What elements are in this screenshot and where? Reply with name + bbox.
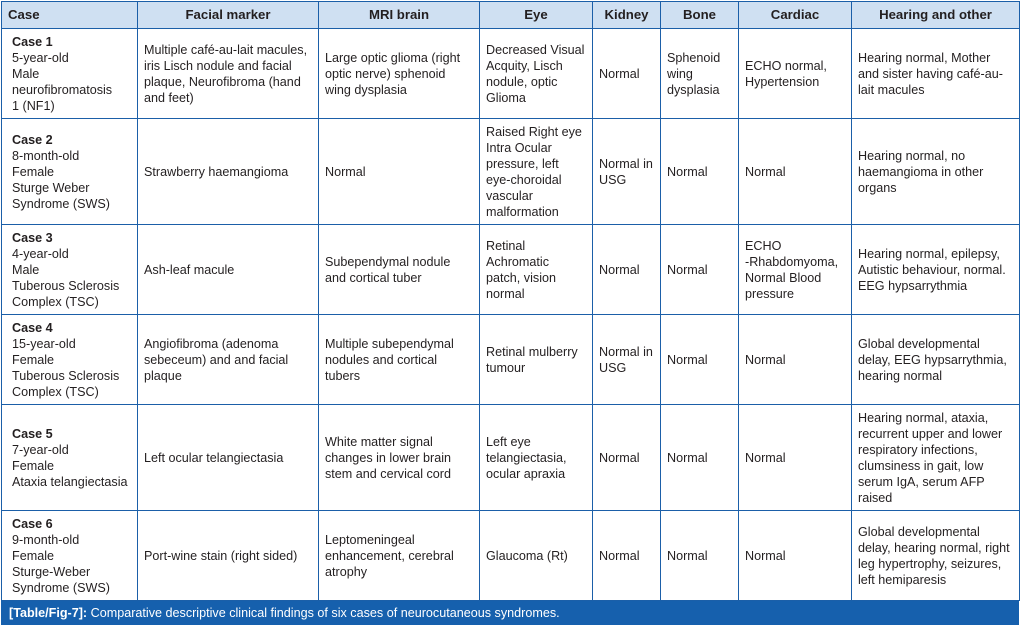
eye-cell: Left eye telangiectasia, ocular apraxia: [480, 405, 593, 511]
bone-cell: Normal: [661, 315, 739, 405]
column-header-bone: Bone: [661, 2, 739, 29]
column-header-hearing-and-other: Hearing and other: [852, 2, 1020, 29]
kidney-cell: Normal in USG: [593, 315, 661, 405]
caption-label: [Table/Fig-7]:: [9, 606, 88, 620]
kidney-cell: Normal: [593, 225, 661, 315]
case-title: Case 5: [12, 426, 53, 441]
case-details: 8-month-old Female Sturge Weber Syndrome (SWS): [12, 148, 110, 211]
kidney-cell: Normal: [593, 405, 661, 511]
facial-marker-cell: Port-wine stain (right sided): [138, 511, 319, 601]
cardiac-cell: Normal: [739, 119, 852, 225]
mri-brain-cell: Subependymal nodule and cortical tuber: [319, 225, 480, 315]
bone-cell: Normal: [661, 225, 739, 315]
facial-marker-cell: Multiple café-au-lait macules, iris Lisch nodule and facial plaque, Neurofibroma (hand and feet): [138, 29, 319, 119]
table-row: [2, 405, 1020, 511]
hearing-other-cell: Hearing normal, epilepsy, Autistic behaviour, normal. EEG hypsarrythmia: [852, 225, 1020, 315]
mri-brain-cell: Leptomeningeal enhancement, cerebral atrophy: [319, 511, 480, 601]
caption-text: Comparative descriptive clinical findings of six cases of neurocutaneous syndromes.: [87, 606, 560, 620]
case-cell: [2, 29, 138, 119]
cardiac-cell: Normal: [739, 405, 852, 511]
table-row: [2, 119, 1020, 225]
facial-marker-cell: Ash-leaf macule: [138, 225, 319, 315]
header-row: [2, 2, 1020, 29]
bone-cell: Normal: [661, 511, 739, 601]
eye-cell: Glaucoma (Rt): [480, 511, 593, 601]
facial-marker-cell: Left ocular telangiectasia: [138, 405, 319, 511]
cardiac-cell: ECHO -Rhabdomyoma, Normal Blood pressure: [739, 225, 852, 315]
case-title: Case 1: [12, 34, 53, 49]
cardiac-cell: Normal: [739, 315, 852, 405]
bone-cell: Sphenoid wing dysplasia: [661, 29, 739, 119]
cardiac-cell: Normal: [739, 511, 852, 601]
facial-marker-cell: Strawberry haemangioma: [138, 119, 319, 225]
hearing-other-cell: Global developmental delay, hearing normal, right leg hypertrophy, seizures, left hemiparesis: [852, 511, 1020, 601]
case-details: 9-month-old Female Sturge-Weber Syndrome (SWS): [12, 532, 110, 595]
case-cell: [2, 405, 138, 511]
kidney-cell: Normal: [593, 511, 661, 601]
case-title: Case 2: [12, 132, 53, 147]
hearing-other-cell: Global developmental delay, EEG hypsarrythmia, hearing normal: [852, 315, 1020, 405]
mri-brain-cell: Large optic glioma (right optic nerve) sphenoid wing dysplasia: [319, 29, 480, 119]
case-details: 15-year-old Female Tuberous Sclerosis Complex (TSC): [12, 336, 120, 399]
case-details: 7-year-old Female Ataxia telangiectasia: [12, 442, 128, 489]
figure-caption: [1, 601, 1019, 625]
case-cell: [2, 119, 138, 225]
eye-cell: Decreased Visual Acquity, Lisch nodule, optic Glioma: [480, 29, 593, 119]
column-header-mri-brain: MRI brain: [319, 2, 480, 29]
mri-brain-cell: Normal: [319, 119, 480, 225]
column-header-facial-marker: Facial marker: [138, 2, 319, 29]
eye-cell: Retinal mulberry tumour: [480, 315, 593, 405]
mri-brain-cell: White matter signal changes in lower brain stem and cervical cord: [319, 405, 480, 511]
kidney-cell: Normal in USG: [593, 119, 661, 225]
table-row: [2, 29, 1020, 119]
case-title: Case 3: [12, 230, 53, 245]
table-row: [2, 225, 1020, 315]
case-details: 4-year-old Male Tuberous Sclerosis Complex (TSC): [12, 246, 120, 309]
case-cell: [2, 225, 138, 315]
case-cell: [2, 315, 138, 405]
cardiac-cell: ECHO normal, Hypertension: [739, 29, 852, 119]
bone-cell: Normal: [661, 405, 739, 511]
eye-cell: Retinal Achromatic patch, vision normal: [480, 225, 593, 315]
hearing-other-cell: Hearing normal, ataxia, recurrent upper and lower respiratory infections, clumsiness in gait, low serum IgA, serum AFP raised: [852, 405, 1020, 511]
kidney-cell: Normal: [593, 29, 661, 119]
eye-cell: Raised Right eye Intra Ocular pressure, left eye-choroidal vascular malformation: [480, 119, 593, 225]
case-details: 5-year-old Male neurofibromatosis 1 (NF1): [12, 50, 113, 113]
mri-brain-cell: Multiple subependymal nodules and cortical tubers: [319, 315, 480, 405]
column-header-eye: Eye: [480, 2, 593, 29]
case-title: Case 4: [12, 320, 53, 335]
facial-marker-cell: Angiofibroma (adenoma sebeceum) and and facial plaque: [138, 315, 319, 405]
bone-cell: Normal: [661, 119, 739, 225]
column-header-kidney: Kidney: [593, 2, 661, 29]
case-cell: [2, 511, 138, 601]
clinical-findings-table: [1, 1, 1020, 601]
table-row: [2, 511, 1020, 601]
column-header-case: Case: [2, 2, 138, 29]
table-row: [2, 315, 1020, 405]
case-title: Case 6: [12, 516, 53, 531]
hearing-other-cell: Hearing normal, no haemangioma in other organs: [852, 119, 1020, 225]
column-header-cardiac: Cardiac: [739, 2, 852, 29]
hearing-other-cell: Hearing normal, Mother and sister having café-au-lait macules: [852, 29, 1020, 119]
